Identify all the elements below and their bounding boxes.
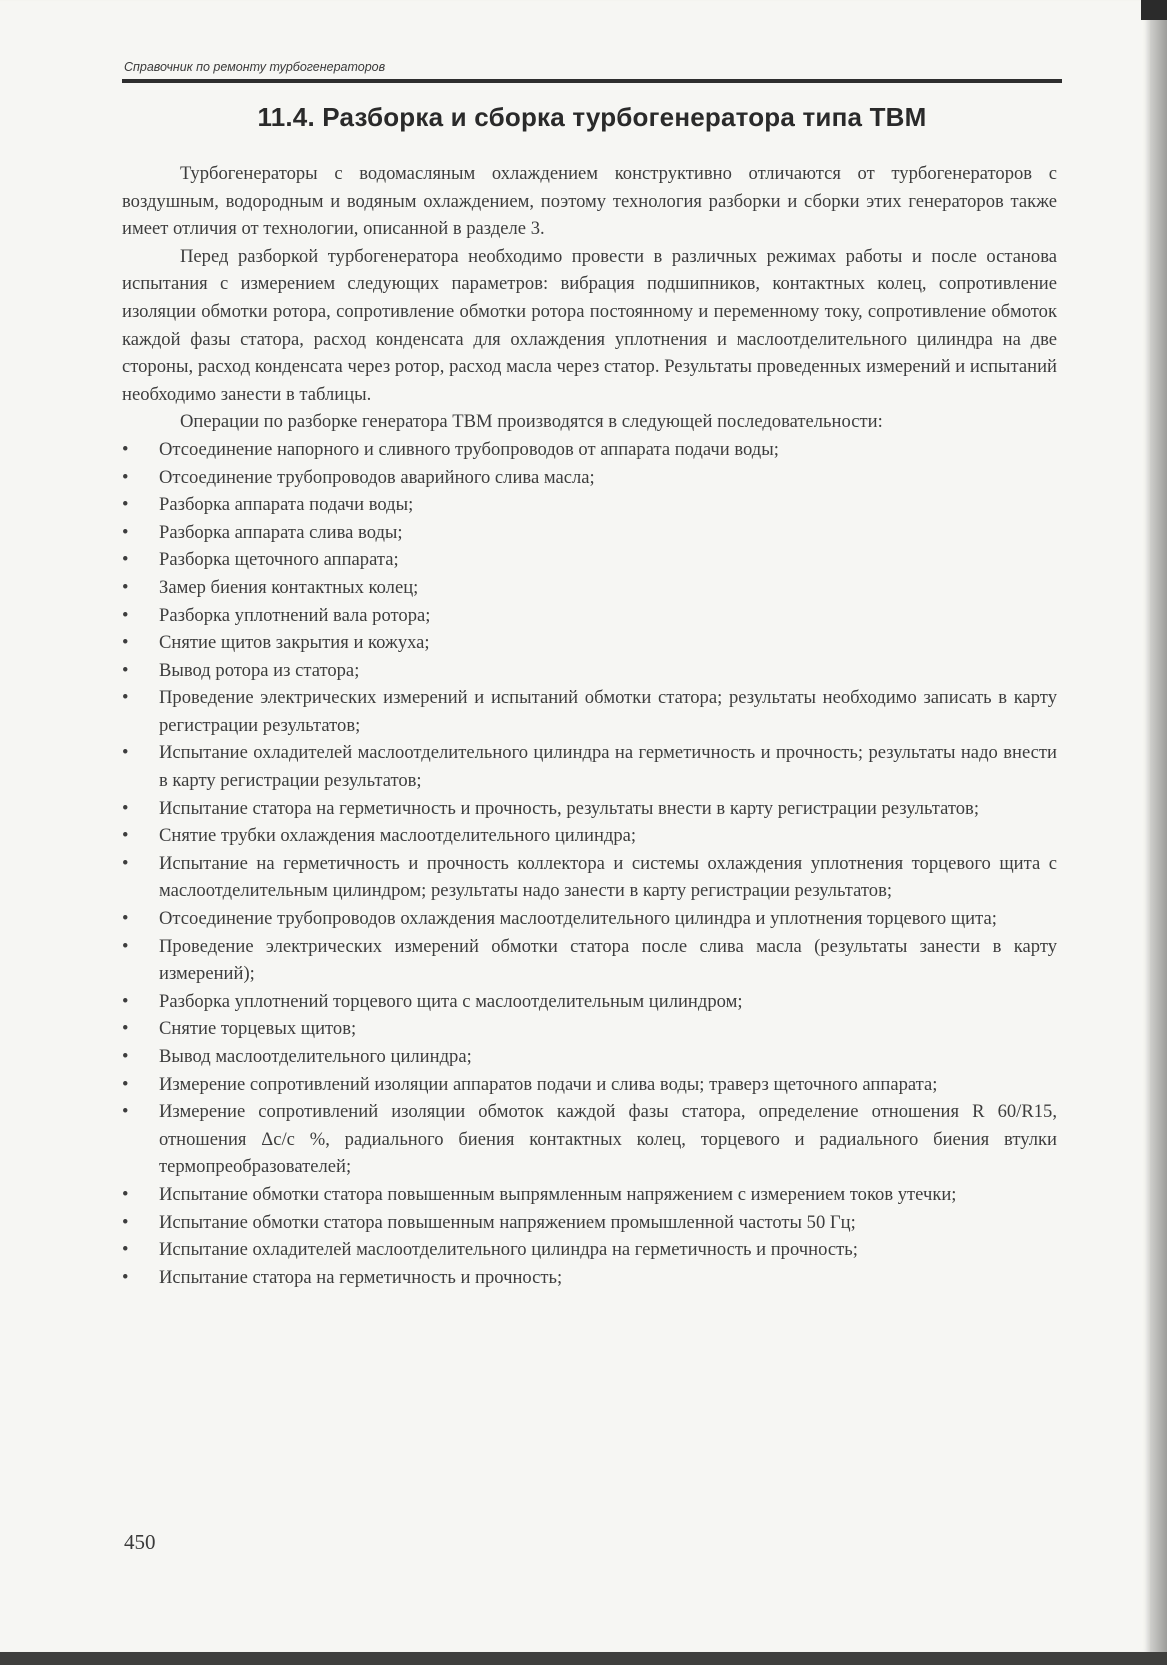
bullet-icon: • <box>122 632 129 654</box>
bullet-icon: • <box>122 797 129 819</box>
list-item <box>122 436 1057 464</box>
bullet-icon: • <box>122 1046 129 1067</box>
list-item-text: Отсоединение трубопроводов охлаждения маслоотделительного цилиндра и уплотнения торцевого щита; <box>159 908 997 930</box>
bullet-icon: • <box>122 990 129 1012</box>
list-item <box>122 795 1057 823</box>
list-item <box>122 519 1057 547</box>
list-item-text: Разборка аппарата слива воды; <box>159 521 403 543</box>
list-item <box>122 1236 1057 1264</box>
page-number: 450 <box>124 1530 156 1554</box>
list-item <box>122 1015 1057 1043</box>
list-item <box>122 1071 1057 1099</box>
bullet-icon: • <box>122 438 129 460</box>
section-title: 11.4. Разборка и сборка турбогенератора типа ТВМ <box>257 102 927 132</box>
list-item-text: Измерение сопротивлений изоляции аппаратов подачи и слива воды; траверз щеточного аппарата; <box>159 1073 938 1095</box>
bullet-icon: • <box>122 1101 129 1123</box>
list-item-text: Отсоединение напорного и сливного трубопроводов от аппарата подачи воды; <box>159 438 779 460</box>
bullet-icon: • <box>122 1018 129 1040</box>
bullet-icon: • <box>122 1211 129 1233</box>
list-item-text: Разборка аппарата подачи воды; <box>159 494 414 516</box>
list-item-text: Испытание обмотки статора повышенным напряжением промышленной частоты 50 Гц; <box>159 1211 856 1233</box>
bullet-icon: • <box>122 825 129 847</box>
list-item <box>122 657 1057 685</box>
paragraph: Перед разборкой турбогенератора необходимо провести в различных режимах работы и после останова испытания с измерением следующих параметров: вибрация подшипников, контактных колец, сопротивление изоляции обмотки ротора, сопротивление обмотки ротора постоянному и переменному току, сопротивление обмоток каждой фазы статора, расход конденсата для охлаждения уплотнения и маслоотделительного цилиндра на две стороны, расход конденсата через ротор, расход масла через статор. Результаты проведенных измерений и испытаний необходимо занести в таблицы. <box>122 245 1057 405</box>
list-item <box>122 491 1057 519</box>
list-item <box>122 546 1057 574</box>
list-item-text: Замер биения контактных колец; <box>159 576 419 598</box>
bullet-icon: • <box>122 1183 129 1205</box>
list-item-text: Измерение сопротивлений изоляции обмоток каждой фазы статора, определение отношения R 60/R15, отношения Δс/с %, радиального биения контактных колец, торцевого и радиального биения втулки термопреобразователей; <box>159 1101 1057 1178</box>
list-item <box>122 822 1057 850</box>
list-item <box>122 684 1057 739</box>
running-head: Справочник по ремонту турбогенераторов <box>124 60 386 74</box>
list-item-text: Испытание статора на герметичность и прочность; <box>159 1266 563 1288</box>
list-item-text: Испытание охладителей маслоотделительного цилиндра на герметичность и прочность; <box>159 1239 858 1261</box>
scan-bottom-edge <box>0 1652 1167 1665</box>
list-item <box>122 1098 1057 1181</box>
bullet-icon: • <box>122 852 129 874</box>
bullet-icon: • <box>122 576 129 598</box>
list-item <box>122 933 1057 988</box>
list-item <box>122 1043 1057 1071</box>
list-item-text: Снятие торцевых щитов; <box>159 1018 357 1040</box>
scan-corner-mark <box>1141 0 1167 20</box>
list-item-text: Разборка уплотнений торцевого щита с маслоотделительным цилиндром; <box>159 990 743 1012</box>
list-item <box>122 1181 1057 1209</box>
list-item <box>122 988 1057 1016</box>
list-item-text: Вывод маслоотделительного цилиндра; <box>159 1046 472 1067</box>
list-item <box>122 602 1057 630</box>
list-item-text: Проведение электрических измерений и испытаний обмотки статора; результаты необходимо записать в карту регистрации результатов; <box>159 687 1057 736</box>
list-item-text: Вывод ротора из статора; <box>159 659 360 681</box>
list-item-text: Испытание охладителей маслоотделительного цилиндра на герметичность и прочность; результаты надо внести в карту регистрации результатов; <box>159 742 1057 792</box>
bullet-icon: • <box>122 1239 129 1261</box>
list-item-text: Снятие трубки охлаждения маслоотделительного цилиндра; <box>159 825 637 847</box>
list-item <box>122 850 1057 905</box>
list-item-text: Испытание статора на герметичность и прочность, результаты внести в карту регистрации результатов; <box>159 797 980 819</box>
bullet-icon: • <box>122 466 129 488</box>
bullet-icon: • <box>122 687 129 709</box>
bullet-icon: • <box>122 659 129 681</box>
bullet-icon: • <box>122 908 129 930</box>
bullet-icon: • <box>122 935 129 957</box>
operations-list <box>122 436 1057 1291</box>
list-item <box>122 739 1057 794</box>
list-item-text: Отсоединение трубопроводов аварийного слива масла; <box>159 466 595 488</box>
bullet-icon: • <box>122 521 129 543</box>
list-item-text: Разборка щеточного аппарата; <box>159 549 399 571</box>
body-text <box>122 160 1057 1291</box>
list-item-text: Проведение электрических измерений обмотки статора после слива масла (результаты занести в карту измерений); <box>159 935 1057 985</box>
bullet-icon: • <box>122 604 129 626</box>
bullet-icon: • <box>122 494 129 516</box>
header-rule <box>122 79 1062 83</box>
list-item <box>122 1264 1057 1292</box>
bullet-icon: • <box>122 549 129 571</box>
paragraph: Турбогенераторы с водомасляным охлаждением конструктивно отличаются от турбогенераторов с воздушным, водородным и водяным охлаждением, поэтому технология разборки и сборки этих генераторов также имеет отличия от технологии, описанной в разделе 3. <box>122 163 1057 240</box>
paragraph: Операции по разборке генератора ТВМ производятся в следующей последовательности: <box>180 411 883 433</box>
bullet-icon: • <box>122 742 129 764</box>
list-item <box>122 464 1057 492</box>
page-edge-shadow <box>1150 0 1167 1665</box>
list-item-text: Испытание обмотки статора повышенным выпрямленным напряжением с измерением токов утечки; <box>159 1183 957 1205</box>
list-item-text: Снятие щитов закрытия и кожуха; <box>159 632 430 654</box>
list-item <box>122 1209 1057 1237</box>
bullet-icon: • <box>122 1073 129 1095</box>
list-item-text: Испытание на герметичность и прочность коллектора и системы охлаждения уплотнения торцевого щита с маслоотделительным цилиндром; результаты надо занести в карту регистрации результатов; <box>159 852 1057 902</box>
list-item-text: Разборка уплотнений вала ротора; <box>159 604 431 626</box>
list-item <box>122 905 1057 933</box>
list-item <box>122 629 1057 657</box>
list-item <box>122 574 1057 602</box>
bullet-icon: • <box>122 1266 129 1288</box>
